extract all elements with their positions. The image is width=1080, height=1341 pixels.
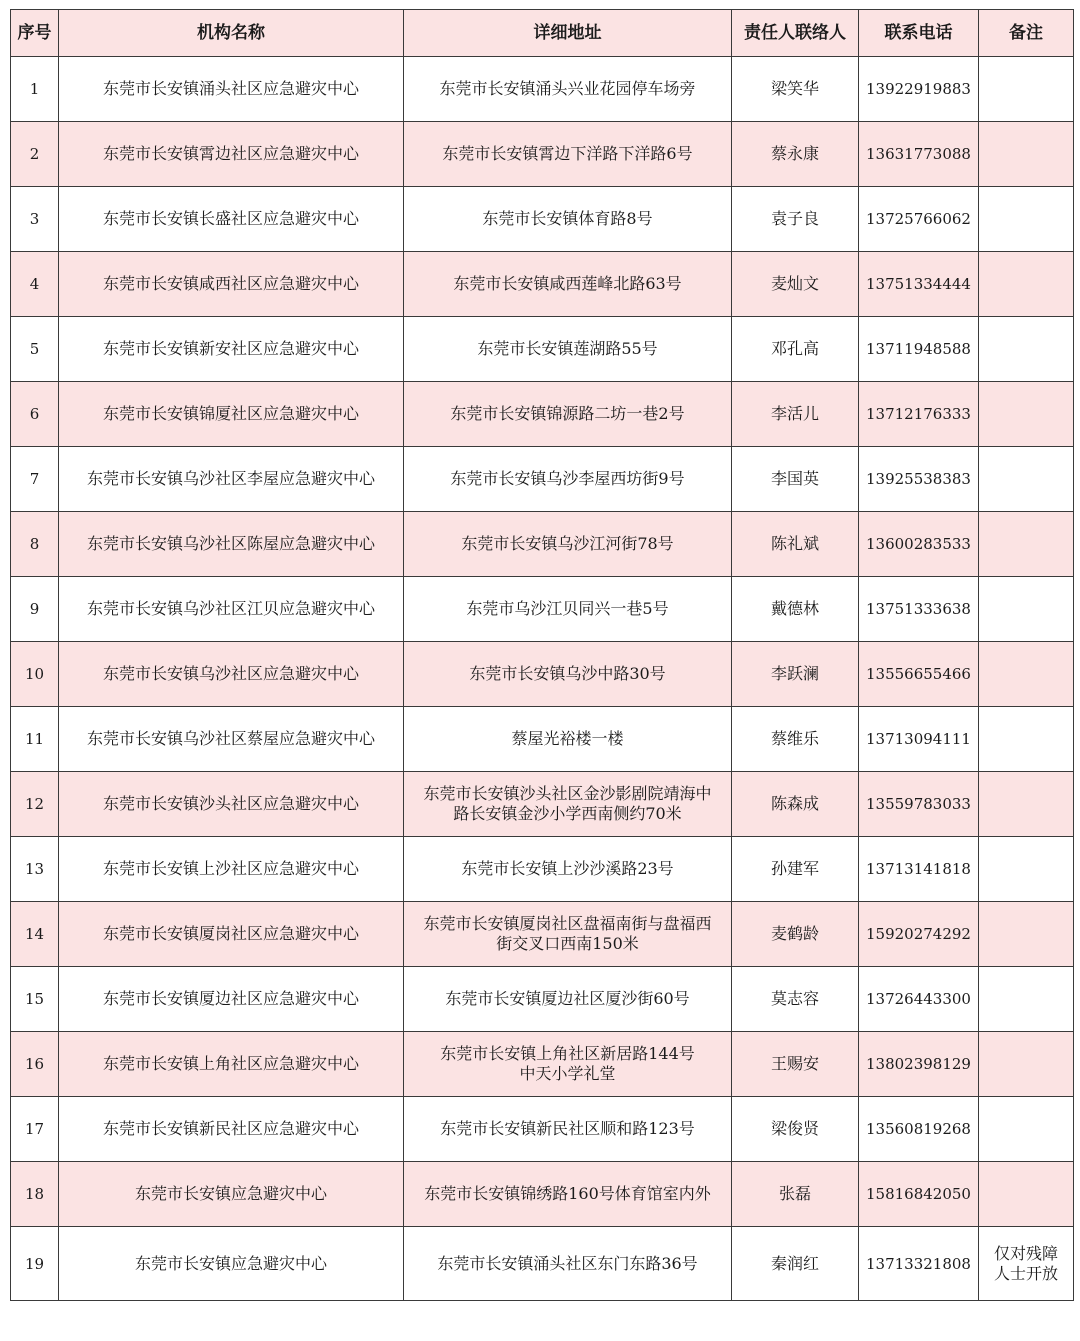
cell-note — [979, 252, 1074, 317]
table-row — [11, 1227, 1074, 1301]
address-line: 东莞市长安镇新民社区顺和路123号 — [440, 1119, 695, 1138]
cell-person: 麦灿文 — [732, 252, 859, 317]
cell-phone: 13600283533 — [859, 512, 979, 577]
cell-name: 东莞市长安镇上角社区应急避灾中心 — [59, 1032, 404, 1097]
cell-name: 东莞市长安镇乌沙社区应急避灾中心 — [59, 642, 404, 707]
address-line: 蔡屋光裕楼一楼 — [511, 729, 624, 748]
cell-note — [979, 707, 1074, 772]
cell-note — [979, 122, 1074, 187]
table-row — [11, 122, 1074, 187]
address-line: 东莞市长安镇体育路8号 — [482, 209, 653, 228]
cell-name: 东莞市长安镇应急避灾中心 — [59, 1162, 404, 1227]
cell-phone: 13713141818 — [859, 837, 979, 902]
cell-seq: 18 — [11, 1162, 59, 1227]
cell-seq: 8 — [11, 512, 59, 577]
cell-name: 东莞市长安镇沙头社区应急避灾中心 — [59, 772, 404, 837]
cell-address — [404, 772, 732, 837]
cell-seq: 3 — [11, 187, 59, 252]
cell-phone: 13922919883 — [859, 57, 979, 122]
cell-note — [979, 577, 1074, 642]
cell-address — [404, 252, 732, 317]
cell-person: 戴德林 — [732, 577, 859, 642]
address-line: 东莞市长安镇沙头社区金沙影剧院靖海中 — [423, 784, 712, 803]
cell-seq: 2 — [11, 122, 59, 187]
cell-person: 陈礼斌 — [732, 512, 859, 577]
table-row — [11, 577, 1074, 642]
cell-phone: 13713321808 — [859, 1227, 979, 1301]
cell-seq: 17 — [11, 1097, 59, 1162]
cell-person: 莫志容 — [732, 967, 859, 1032]
header-person: 责任人联络人 — [732, 10, 859, 57]
note-line: 仅对残障 — [993, 1243, 1058, 1263]
header-name: 机构名称 — [59, 10, 404, 57]
table-row — [11, 447, 1074, 512]
cell-phone: 13712176333 — [859, 382, 979, 447]
cell-phone: 13560819268 — [859, 1097, 979, 1162]
cell-seq: 15 — [11, 967, 59, 1032]
address-line: 东莞市长安镇涌头兴业花园停车场旁 — [439, 79, 696, 98]
address-line: 东莞市长安镇乌沙李屋西坊街9号 — [450, 469, 685, 488]
cell-note — [979, 837, 1074, 902]
cell-person: 袁子良 — [732, 187, 859, 252]
table-row — [11, 837, 1074, 902]
address-line: 东莞市长安镇莲湖路55号 — [477, 339, 658, 358]
cell-note — [979, 967, 1074, 1032]
cell-name: 东莞市长安镇锦厦社区应急避灾中心 — [59, 382, 404, 447]
cell-address — [404, 1227, 732, 1301]
table-row — [11, 772, 1074, 837]
table-body — [11, 57, 1074, 1301]
cell-note — [979, 57, 1074, 122]
cell-address — [404, 1162, 732, 1227]
cell-phone: 13802398129 — [859, 1032, 979, 1097]
cell-person: 孙建军 — [732, 837, 859, 902]
cell-seq: 1 — [11, 57, 59, 122]
cell-address — [404, 837, 732, 902]
address-line: 东莞市长安镇厦岗社区盘福南街与盘福西 — [423, 914, 712, 933]
cell-address — [404, 577, 732, 642]
cell-address — [404, 967, 732, 1032]
cell-name: 东莞市长安镇长盛社区应急避灾中心 — [59, 187, 404, 252]
cell-name: 东莞市长安镇厦岗社区应急避灾中心 — [59, 902, 404, 967]
cell-phone: 13751333638 — [859, 577, 979, 642]
cell-phone: 13726443300 — [859, 967, 979, 1032]
cell-address — [404, 512, 732, 577]
cell-phone: 13751334444 — [859, 252, 979, 317]
table-row — [11, 1032, 1074, 1097]
table-row — [11, 317, 1074, 382]
cell-person: 蔡永康 — [732, 122, 859, 187]
table-row — [11, 707, 1074, 772]
table-row — [11, 382, 1074, 447]
cell-seq: 10 — [11, 642, 59, 707]
cell-person: 麦鹤龄 — [732, 902, 859, 967]
address-line: 东莞市长安镇上角社区新居路144号 — [440, 1044, 695, 1063]
cell-name: 东莞市长安镇上沙社区应急避灾中心 — [59, 837, 404, 902]
cell-address — [404, 1097, 732, 1162]
cell-name: 东莞市长安镇新安社区应急避灾中心 — [59, 317, 404, 382]
cell-seq: 4 — [11, 252, 59, 317]
cell-phone: 15920274292 — [859, 902, 979, 967]
address-line: 东莞市长安镇乌沙中路30号 — [469, 664, 666, 683]
cell-seq: 5 — [11, 317, 59, 382]
cell-address — [404, 122, 732, 187]
cell-person: 张磊 — [732, 1162, 859, 1227]
shelter-table — [10, 9, 1074, 1301]
cell-address — [404, 1032, 732, 1097]
address-line: 东莞市长安镇霄边下洋路下洋路6号 — [442, 144, 693, 163]
cell-note — [979, 902, 1074, 967]
address-line: 东莞市长安镇锦源路二坊一巷2号 — [450, 404, 685, 423]
cell-note — [979, 1162, 1074, 1227]
cell-person: 王赐安 — [732, 1032, 859, 1097]
cell-phone: 13631773088 — [859, 122, 979, 187]
cell-person: 蔡维乐 — [732, 707, 859, 772]
cell-name: 东莞市长安镇乌沙社区李屋应急避灾中心 — [59, 447, 404, 512]
cell-note — [979, 1032, 1074, 1097]
cell-person: 陈森成 — [732, 772, 859, 837]
cell-phone: 15816842050 — [859, 1162, 979, 1227]
cell-name: 东莞市长安镇应急避灾中心 — [59, 1227, 404, 1301]
address-line: 东莞市长安镇乌沙江河街78号 — [461, 534, 674, 553]
address-line: 中天小学礼堂 — [519, 1064, 616, 1083]
cell-note — [979, 1097, 1074, 1162]
cell-phone: 13725766062 — [859, 187, 979, 252]
address-line: 东莞市长安镇锦绣路160号体育馆室内外 — [424, 1184, 711, 1203]
cell-name: 东莞市长安镇咸西社区应急避灾中心 — [59, 252, 404, 317]
cell-name: 东莞市长安镇涌头社区应急避灾中心 — [59, 57, 404, 122]
cell-address — [404, 707, 732, 772]
cell-phone: 13713094111 — [859, 707, 979, 772]
cell-note — [979, 642, 1074, 707]
cell-note — [979, 187, 1074, 252]
address-line: 东莞市长安镇厦边社区厦沙街60号 — [445, 989, 690, 1008]
cell-person: 梁笑华 — [732, 57, 859, 122]
cell-person: 梁俊贤 — [732, 1097, 859, 1162]
header-phone: 联系电话 — [859, 10, 979, 57]
address-line: 东莞市乌沙江贝同兴一巷5号 — [466, 599, 669, 618]
cell-person: 秦润红 — [732, 1227, 859, 1301]
cell-name: 东莞市长安镇乌沙社区陈屋应急避灾中心 — [59, 512, 404, 577]
cell-address — [404, 902, 732, 967]
table-row — [11, 1162, 1074, 1227]
header-address: 详细地址 — [404, 10, 732, 57]
cell-seq: 6 — [11, 382, 59, 447]
table-row — [11, 57, 1074, 122]
table-row — [11, 642, 1074, 707]
cell-name: 东莞市长安镇新民社区应急避灾中心 — [59, 1097, 404, 1162]
cell-person: 邓孔高 — [732, 317, 859, 382]
address-line: 路长安镇金沙小学西南侧约70米 — [453, 804, 682, 823]
cell-seq: 9 — [11, 577, 59, 642]
address-line: 街交叉口西南150米 — [496, 934, 639, 953]
cell-person: 李跃澜 — [732, 642, 859, 707]
table-row — [11, 252, 1074, 317]
table-row — [11, 1097, 1074, 1162]
cell-name: 东莞市长安镇乌沙社区蔡屋应急避灾中心 — [59, 707, 404, 772]
table-row — [11, 902, 1074, 967]
cell-person: 李活儿 — [732, 382, 859, 447]
cell-seq: 19 — [11, 1227, 59, 1301]
cell-seq: 16 — [11, 1032, 59, 1097]
table-row — [11, 187, 1074, 252]
table-row — [11, 967, 1074, 1032]
cell-note — [979, 382, 1074, 447]
cell-seq: 7 — [11, 447, 59, 512]
address-line: 东莞市长安镇涌头社区东门东路36号 — [437, 1253, 698, 1273]
header-row — [11, 10, 1074, 57]
header-note: 备注 — [979, 10, 1074, 57]
cell-address — [404, 317, 732, 382]
cell-address — [404, 642, 732, 707]
cell-note — [979, 1227, 1074, 1301]
cell-note — [979, 772, 1074, 837]
table-row — [11, 512, 1074, 577]
cell-address — [404, 187, 732, 252]
cell-note — [979, 447, 1074, 512]
cell-note — [979, 512, 1074, 577]
cell-phone: 13559783033 — [859, 772, 979, 837]
cell-name: 东莞市长安镇厦边社区应急避灾中心 — [59, 967, 404, 1032]
cell-person: 李国英 — [732, 447, 859, 512]
cell-phone: 13925538383 — [859, 447, 979, 512]
address-line: 东莞市长安镇咸西莲峰北路63号 — [453, 274, 682, 293]
header-seq: 序号 — [11, 10, 59, 57]
cell-address — [404, 447, 732, 512]
cell-note — [979, 317, 1074, 382]
cell-seq: 13 — [11, 837, 59, 902]
cell-phone: 13556655466 — [859, 642, 979, 707]
cell-seq: 11 — [11, 707, 59, 772]
cell-phone: 13711948588 — [859, 317, 979, 382]
note-line: 人士开放 — [993, 1263, 1058, 1283]
cell-name: 东莞市长安镇乌沙社区江贝应急避灾中心 — [59, 577, 404, 642]
cell-address — [404, 57, 732, 122]
address-line: 东莞市长安镇上沙沙溪路23号 — [461, 859, 674, 878]
cell-address — [404, 382, 732, 447]
cell-seq: 12 — [11, 772, 59, 837]
cell-name: 东莞市长安镇霄边社区应急避灾中心 — [59, 122, 404, 187]
cell-seq: 14 — [11, 902, 59, 967]
